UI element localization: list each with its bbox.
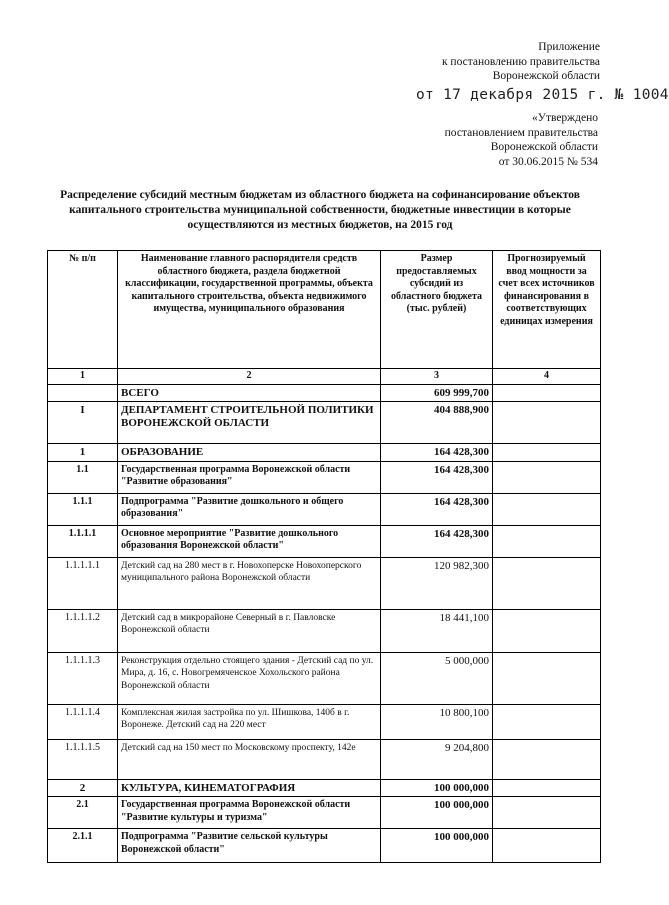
row-amount: 404 888,900 (381, 402, 493, 444)
row-number: 2.1 (48, 797, 118, 829)
table-row (48, 525, 601, 557)
row-name: Детский сад на 280 мест в г. Новохоперске Новохоперского муниципального района Воронежской области (118, 557, 381, 609)
row-amount: 120 982,300 (381, 557, 493, 609)
table-row (48, 797, 601, 829)
row-amount: 10 800,100 (381, 704, 493, 739)
row-name: Комплексная жилая застройка по ул. Шишкова, 140б в г. Воронеже. Детский сад на 220 мест (118, 704, 381, 739)
row-number: 1.1.1.1.4 (48, 704, 118, 739)
row-name: Государственная программа Воронежской области "Развитие образования" (118, 461, 381, 493)
row-name: ОБРАЗОВАНИЕ (118, 444, 381, 462)
row-capacity (493, 525, 601, 557)
row-capacity (493, 652, 601, 704)
row-name: Подпрограмма "Развитие дошкольного и общего образования" (118, 493, 381, 525)
row-number: 1 (48, 444, 118, 462)
row-capacity (493, 384, 601, 402)
row-number: 1.1.1.1 (48, 525, 118, 557)
table-header-row (48, 251, 601, 369)
table-row (48, 402, 601, 444)
table-row (48, 829, 601, 863)
row-capacity (493, 797, 601, 829)
row-number: 1.1.1.1.5 (48, 739, 118, 779)
index-cell: 3 (381, 369, 493, 385)
col-header-capacity: Прогнозируемый ввод мощности за счет всех источников финансирования в соответствующих единицах измерения (493, 251, 601, 369)
row-capacity (493, 739, 601, 779)
row-number: 1.1.1.1.3 (48, 652, 118, 704)
row-name: ДЕПАРТАМЕНТ СТРОИТЕЛЬНОЙ ПОЛИТИКИ ВОРОНЕЖСКОЙ ОБЛАСТИ (118, 402, 381, 444)
table-row (48, 461, 601, 493)
row-amount: 164 428,300 (381, 444, 493, 462)
row-amount: 18 441,100 (381, 609, 493, 652)
row-number: 1.1 (48, 461, 118, 493)
approval-line: «Утверждено (532, 112, 598, 124)
row-number: 1.1.1.1.2 (48, 609, 118, 652)
table-row (48, 384, 601, 402)
index-cell: 2 (118, 369, 381, 385)
row-number: 1.1.1 (48, 493, 118, 525)
appendix-line: к постановлению правительства (441, 55, 600, 68)
row-capacity (493, 704, 601, 739)
row-name: Подпрограмма "Развитие сельской культуры Воронежской области" (118, 829, 381, 863)
appendix-line: Приложение (538, 41, 600, 53)
row-capacity (493, 444, 601, 462)
row-amount: 100 000,000 (381, 829, 493, 863)
table-row (48, 652, 601, 704)
row-amount: 100 000,000 (381, 779, 493, 797)
row-amount: 609 999,700 (381, 384, 493, 402)
col-header-amount: Размер предоставляемых субсидий из областного бюджета (тыс. рублей) (381, 251, 493, 369)
decree-date-stamp: от 17 декабря 2015 г. № 1004 (416, 87, 669, 103)
row-amount: 164 428,300 (381, 493, 493, 525)
row-name: Государственная программа Воронежской области "Развитие культуры и туризма" (118, 797, 381, 829)
row-amount: 164 428,300 (381, 461, 493, 493)
row-capacity (493, 461, 601, 493)
document-title: Распределение субсидий местным бюджетам из областного бюджета на софинансирование объектов капитального строительства муниципальной собственности, бюджетные инвестиции в которые осуществляются из местных бюджетов, на 2015 год (60, 189, 580, 231)
row-capacity (493, 829, 601, 863)
row-capacity (493, 493, 601, 525)
row-name: ВСЕГО (118, 384, 381, 402)
row-number: I (48, 402, 118, 444)
col-header-number: № п/п (48, 251, 118, 369)
table-row (48, 609, 601, 652)
approval-block (445, 111, 598, 169)
table-index-row (48, 369, 601, 385)
index-cell: 1 (48, 369, 118, 385)
approval-line: постановлением правительства (444, 126, 598, 139)
row-number: 1.1.1.1.1 (48, 557, 118, 609)
row-number: 2.1.1 (48, 829, 118, 863)
row-number: 2 (48, 779, 118, 797)
table-row (48, 557, 601, 609)
row-name: КУЛЬТУРА, КИНЕМАТОГРАФИЯ (118, 779, 381, 797)
row-name: Реконструкция отдельно стоящего здания - Детский сад по ул. Мира, д. 16, с. Новогремяченское Хохольского района Воронежской области (118, 652, 381, 704)
row-name: Основное мероприятие "Развитие дошкольного образования Воронежской области" (118, 525, 381, 557)
approval-line: от 30.06.2015 № 534 (498, 155, 598, 168)
row-name: Детский сад на 150 мест по Московскому проспекту, 142е (118, 739, 381, 779)
table-row (48, 704, 601, 739)
table-row (48, 444, 601, 462)
table-row (48, 739, 601, 779)
row-number (48, 384, 118, 402)
row-capacity (493, 402, 601, 444)
row-amount: 100 000,000 (381, 797, 493, 829)
row-name: Детский сад в микрорайоне Северный в г. Павловске Воронежской области (118, 609, 381, 652)
row-amount: 5 000,000 (381, 652, 493, 704)
table-row (48, 493, 601, 525)
appendix-header (442, 40, 600, 84)
subsidy-table (47, 250, 601, 863)
row-capacity (493, 557, 601, 609)
col-header-name: Наименование главного распорядителя средств областного бюджета, раздела бюджетной классификации, государственной программы, объекта капитального строительства, объекта недвижимого имущества, муниципального образования (118, 251, 381, 369)
approval-line: Воронежской области (490, 141, 598, 153)
row-amount: 164 428,300 (381, 525, 493, 557)
index-cell: 4 (493, 369, 601, 385)
row-amount: 9 204,800 (381, 739, 493, 779)
row-capacity (493, 609, 601, 652)
table-row (48, 779, 601, 797)
row-capacity (493, 779, 601, 797)
appendix-line: Воронежской области (492, 70, 600, 82)
